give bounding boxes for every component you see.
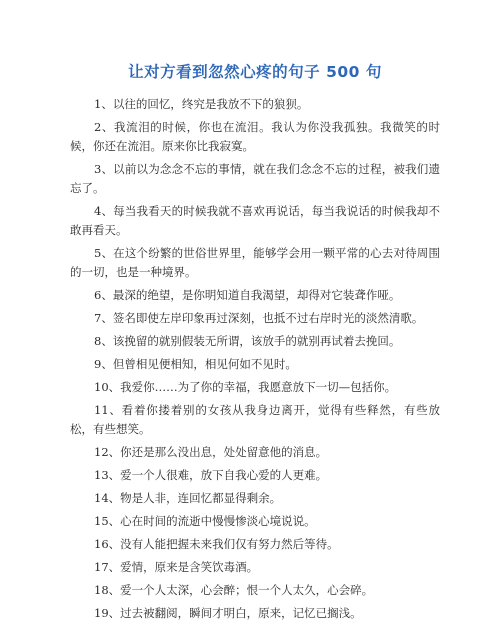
- document-title: 让对方看到忽然心疼的句子 500 句: [128, 63, 382, 81]
- list-item: 14、物是人非，连回忆都显得剩余。: [94, 491, 282, 505]
- list-item: 13、爱一个人很难，放下自我心爱的人更难。: [94, 468, 328, 482]
- list-item: 3、以前以为念念不忘的事情，就在我们念念不忘的过程，被我们遗忘了。: [70, 162, 440, 195]
- list-item: 2、我流泪的时候，你也在流泪。我认为你没我孤独。我微笑的时候，你还在流泪。原来你比我寂寞。: [70, 120, 440, 153]
- list-item: 12、你还是那么没出息，处处留意他的消息。: [94, 445, 328, 459]
- list-item: 11、看着你搂着别的女孩从我身边离开，觉得有些释然，有些放松，有些想笑。: [70, 403, 440, 436]
- list-item: 19、过去被翻阅，瞬间才明白，原来，记忆已搁浅。: [94, 606, 362, 620]
- list-item: 9、但曾相见便相知，相见何如不见时。: [94, 357, 297, 371]
- list-item: 6、最深的绝望，是你明知道自我渴望，却得对它装聋作哑。: [94, 288, 401, 302]
- list-item: 17、爱情，原来是含笑饮毒酒。: [94, 560, 259, 574]
- list-item: 8、该挽留的就别假装无所谓，该放手的就别再试着去挽回。: [94, 334, 401, 348]
- list-item: 10、我爱你……为了你的幸福，我愿意放下一切—包括你。: [94, 380, 397, 394]
- list-item: 1、以往的回忆，终究是我放不下的狼狈。: [94, 97, 309, 111]
- document-page: [70, 0, 440, 627]
- list-item: 18、爱一个人太深，心会醉；恨一个人太久，心会碎。: [94, 583, 374, 597]
- sentence-list: [70, 95, 440, 623]
- list-item: 15、心在时间的流逝中慢慢惨淡心境说说。: [94, 514, 316, 528]
- list-item: 4、每当我看天的时候我就不喜欢再说话，每当我说话的时候我却不敢再看天。: [70, 204, 440, 237]
- list-item: 5、在这个纷繁的世俗世界里，能够学会用一颗平常的心去对待周围的一切，也是一种境界。: [70, 246, 440, 279]
- list-item: 16、没有人能把握未来我们仅有努力然后等待。: [94, 537, 339, 551]
- list-item: 7、签名即使左岸印象再过深刻，也抵不过右岸时光的淡然清歌。: [94, 311, 424, 325]
